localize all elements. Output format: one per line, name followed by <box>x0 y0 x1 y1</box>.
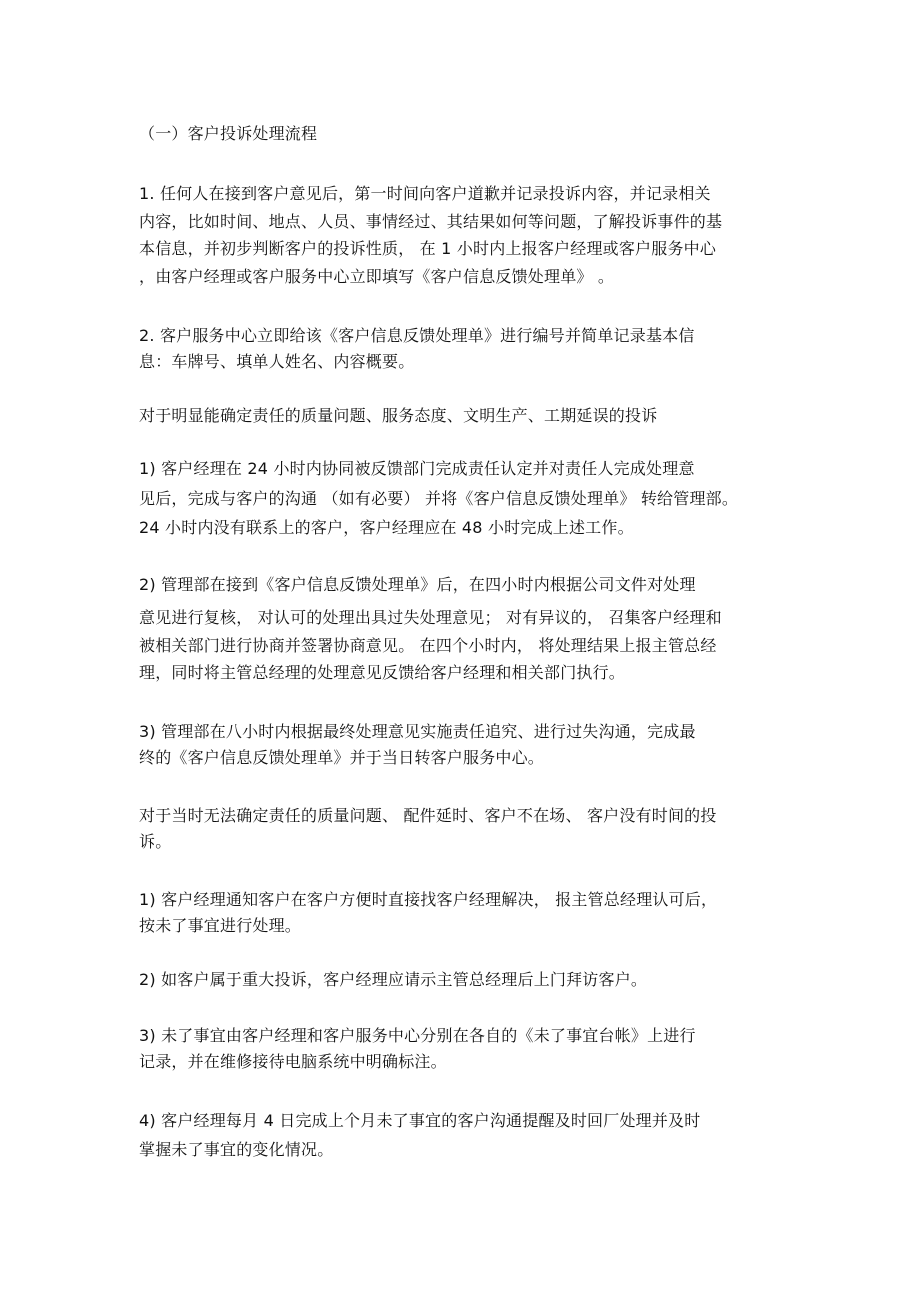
item-b2-line-1: 2) 如客户属于重大投诉，客户经理应请示主管总经理后上门拜访客户。 <box>139 970 648 989</box>
section-b-intro-line-2: 诉。 <box>139 832 172 851</box>
paragraph-1-line-4: ，由客户经理或客户服务中心立即填写《客户信息反馈处理单》 。 <box>139 267 615 286</box>
item-a1-line-3: 24 小时内没有联系上的客户，客户经理应在 48 小时完成上述工作。 <box>139 518 634 537</box>
item-a3-line-2: 终的《客户信息反馈处理单》并于当日转客户服务中心。 <box>139 748 545 767</box>
paragraph-1-line-1: 1. 任何人在接到客户意见后，第一时间向客户道歉并记录投诉内容，并记录相关 <box>139 184 711 203</box>
item-b4-line-1: 4) 客户经理每月 4 日完成上个月未了事宜的客户沟通提醒及时回厂处理并及时 <box>139 1111 701 1130</box>
item-b3-line-2: 记录，并在维修接待电脑系统中明确标注。 <box>139 1052 447 1071</box>
item-a1-line-2: 见后，完成与客户的沟通 （如有必要） 并将《客户信息反馈处理单》 转给管理部。 <box>139 489 739 508</box>
item-a1-line-1: 1) 客户经理在 24 小时内协同被反馈部门完成责任认定并对责任人完成处理意 <box>139 459 695 478</box>
item-a3-line-1: 3) 管理部在八小时内根据最终处理意见实施责任追究、进行过失沟通，完成最 <box>139 722 696 741</box>
item-b1-line-2: 按未了事宜进行处理。 <box>139 916 302 935</box>
item-b1-line-1: 1) 客户经理通知客户在客户方便时直接找客户经理解决， 报主管总经理认可后， <box>139 890 718 909</box>
item-a2-line-3: 被相关部门进行协商并签署协商意见。 在四个小时内， 将处理结果上报主管总经 <box>139 636 717 655</box>
paragraph-1-line-2: 内容，比如时间、地点、人员、事情经过、其结果如何等问题，了解投诉事件的基 <box>139 212 723 231</box>
section-a-intro: 对于明显能确定责任的质量问题、服务态度、文明生产、工期延误的投诉 <box>139 406 658 425</box>
item-b4-line-2: 掌握未了事宜的变化情况。 <box>139 1140 334 1159</box>
item-a2-line-2: 意见进行复核， 对认可的处理出具过失处理意见； 对有异议的， 召集客户经理和 <box>139 608 722 627</box>
paragraph-1-line-3: 本信息，并初步判断客户的投诉性质， 在 1 小时内上报客户经理或客户服务中心 <box>139 239 717 258</box>
item-a2-line-4: 理，同时将主管总经理的处理意见反馈给客户经理和相关部门执行。 <box>139 663 626 682</box>
section-b-intro-line-1: 对于当时无法确定责任的质量问题、 配件延时、客户不在场、 客户没有时间的投 <box>139 806 717 825</box>
paragraph-2-line-2: 息：车牌号、填单人姓名、内容概要。 <box>139 352 415 371</box>
section-heading: （一）客户投诉处理流程 <box>139 124 318 143</box>
item-b3-line-1: 3) 未了事宜由客户经理和客户服务中心分别在各自的《未了事宜台帐》上进行 <box>139 1026 696 1045</box>
paragraph-2-line-1: 2. 客户服务中心立即给该《客户信息反馈处理单》进行编号并简单记录基本信 <box>139 326 695 345</box>
item-a2-line-1: 2) 管理部在接到《客户信息反馈处理单》后，在四小时内根据公司文件对处理 <box>139 575 696 594</box>
